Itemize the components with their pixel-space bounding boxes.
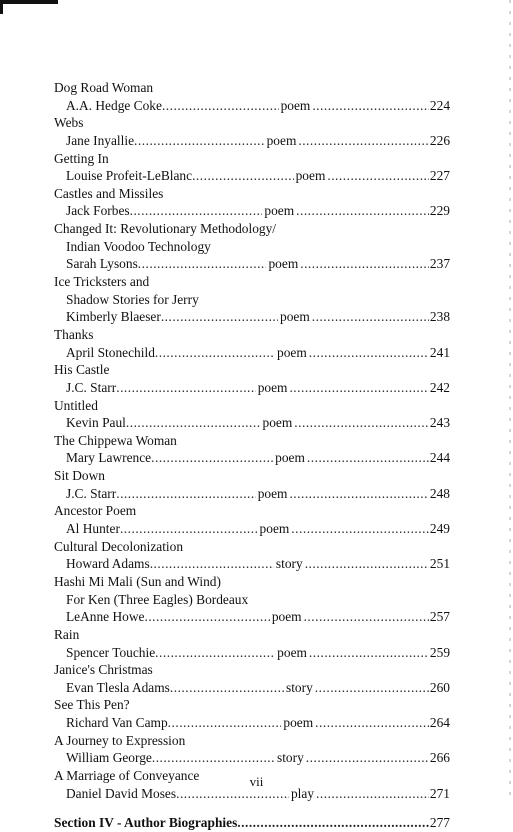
entry-genre: poem xyxy=(271,609,302,625)
entry-author-line xyxy=(54,449,450,467)
entry-title: Changed It: Revolutionary Methodology/ xyxy=(54,221,277,237)
entry-title: Ice Tricksters and xyxy=(54,274,150,290)
entry-author: LeAnne Howe xyxy=(66,609,145,625)
entry-genre: story xyxy=(286,679,313,695)
entry-title: Hashi Mi Mali (Sun and Wind) xyxy=(54,573,221,589)
entry-title-line xyxy=(54,291,450,309)
entry-page-number: 243 xyxy=(429,415,451,431)
entry-title: Webs xyxy=(54,115,84,131)
corner-crop-mark-vertical xyxy=(0,0,3,14)
entry-author: Mary Lawrence xyxy=(66,450,152,466)
entry-title-line xyxy=(54,220,450,238)
entry-title-line xyxy=(54,185,450,203)
entry-author-line xyxy=(54,97,450,115)
toc-entry xyxy=(54,538,450,573)
entry-author: Al Hunter xyxy=(66,521,120,537)
entry-author: A.A. Hedge Coke xyxy=(66,97,162,113)
toc-entry xyxy=(54,185,450,220)
toc-entry xyxy=(54,326,450,361)
dot-leader xyxy=(120,520,258,538)
entry-author: J.C. Starr xyxy=(66,485,117,501)
entry-page-number: 229 xyxy=(429,203,450,219)
entry-author: Louise Profeit-LeBlanc xyxy=(66,168,193,184)
entry-author-line xyxy=(54,202,450,220)
page-number: vii xyxy=(249,774,264,789)
dot-leader xyxy=(155,644,275,662)
entry-genre: poem xyxy=(280,309,310,325)
entry-title-line xyxy=(54,397,450,415)
dot-leader xyxy=(161,308,278,326)
entry-author-line xyxy=(54,520,450,538)
toc-entry xyxy=(54,273,450,326)
entry-author: Jane Inyallie xyxy=(66,132,135,148)
entry-title-line xyxy=(54,467,450,485)
entry-genre: story xyxy=(275,556,303,572)
dot-leader xyxy=(315,714,429,732)
entry-title: Thanks xyxy=(54,326,94,342)
entry-title: Sit Down xyxy=(54,468,105,484)
entry-author-line xyxy=(54,714,450,732)
entry-author-line xyxy=(54,749,450,767)
dot-leader xyxy=(144,608,269,626)
entry-title: Janice's Christmas xyxy=(54,662,153,678)
dot-leader xyxy=(130,202,263,220)
dot-leader xyxy=(152,749,275,767)
entry-author-line xyxy=(54,485,450,503)
toc-entry xyxy=(54,150,450,185)
entry-title-line xyxy=(54,732,450,750)
dot-leader xyxy=(309,644,429,662)
entry-title: For Ken (Three Eagles) Bordeaux xyxy=(66,591,249,607)
toc-entry xyxy=(54,220,450,273)
entry-author: Howard Adams xyxy=(66,556,150,572)
toc-entry xyxy=(54,661,450,696)
entry-title-line xyxy=(54,114,450,132)
entry-title: Getting In xyxy=(54,150,109,166)
toc-entry xyxy=(54,696,450,731)
dot-leader xyxy=(300,255,429,273)
entry-genre: poem xyxy=(257,485,288,501)
entry-author: April Stonechild xyxy=(66,344,155,360)
toc-entry xyxy=(54,79,450,114)
dot-leader xyxy=(138,255,267,273)
dot-leader xyxy=(312,308,429,326)
entry-title-line xyxy=(54,273,450,291)
toc-entry xyxy=(54,732,450,767)
toc-entry xyxy=(54,573,450,626)
entry-page-number: 251 xyxy=(429,556,451,572)
entry-title-line xyxy=(54,238,450,256)
entry-genre: poem xyxy=(277,644,307,660)
entry-author: Richard Van Camp xyxy=(66,715,168,731)
dot-leader xyxy=(296,202,429,220)
toc-entry xyxy=(54,467,450,502)
section-page-number: 277 xyxy=(429,815,450,831)
entry-author: Kevin Paul xyxy=(66,415,126,431)
entry-author-line xyxy=(54,679,450,697)
entry-page-number: 257 xyxy=(429,609,450,625)
dot-leader xyxy=(170,679,284,697)
entry-genre: story xyxy=(276,750,304,766)
entry-genre: poem xyxy=(268,256,299,272)
entry-title-line xyxy=(54,79,450,97)
entry-title-line xyxy=(54,361,450,379)
entry-title: The Chippewa Woman xyxy=(54,432,177,448)
dot-leader xyxy=(305,555,429,573)
entry-genre: play xyxy=(290,785,315,801)
dot-leader xyxy=(162,97,279,115)
entry-page-number: 238 xyxy=(429,309,451,325)
entry-author-line xyxy=(54,255,450,273)
entry-page-number: 266 xyxy=(429,750,450,766)
entry-title-line xyxy=(54,591,450,609)
corner-crop-mark xyxy=(0,0,58,4)
entry-page-number: 237 xyxy=(429,256,451,272)
entry-genre: poem xyxy=(280,97,311,113)
entry-page-number: 260 xyxy=(429,679,450,695)
entry-title: A Marriage of Conveyance xyxy=(54,767,200,783)
entry-page-number: 249 xyxy=(429,521,450,537)
dot-leader xyxy=(237,814,429,832)
entry-author: Sarah Lysons xyxy=(66,256,138,272)
entry-genre: poem xyxy=(295,168,326,184)
entry-title-line xyxy=(54,626,450,644)
toc-entry xyxy=(54,502,450,537)
entry-genre: poem xyxy=(275,450,305,466)
entry-page-number: 244 xyxy=(429,450,451,466)
entry-title: His Castle xyxy=(54,362,110,378)
section-heading-row xyxy=(54,814,450,832)
dot-leader xyxy=(151,449,273,467)
entry-title-line xyxy=(54,538,450,556)
entry-author-line xyxy=(54,344,450,362)
entry-genre: poem xyxy=(266,132,297,148)
dot-leader xyxy=(304,608,429,626)
entry-genre: poem xyxy=(264,203,295,219)
dot-leader xyxy=(168,714,282,732)
entry-title: Dog Road Woman xyxy=(54,80,154,95)
entry-author-line xyxy=(54,608,450,626)
dot-leader xyxy=(315,679,429,697)
entry-page-number: 264 xyxy=(429,715,450,731)
entry-title-line xyxy=(54,696,450,714)
entry-page-number: 241 xyxy=(429,344,451,360)
dot-leader xyxy=(291,520,429,538)
entry-author: Jack Forbes xyxy=(66,203,130,219)
entry-title: Castles and Missiles xyxy=(54,185,164,201)
dot-leader xyxy=(298,132,429,150)
dot-leader xyxy=(307,449,429,467)
table-of-contents xyxy=(54,79,450,832)
entry-author: J.C. Starr xyxy=(66,379,117,395)
entry-page-number: 259 xyxy=(429,644,451,660)
entry-page-number: 224 xyxy=(429,97,451,113)
dot-leader xyxy=(126,414,261,432)
entry-title-line xyxy=(54,432,450,450)
entry-page-number: 226 xyxy=(429,132,451,148)
dot-leader xyxy=(312,97,429,115)
entry-genre: poem xyxy=(259,521,290,537)
entry-title-line xyxy=(54,573,450,591)
toc-entry xyxy=(54,114,450,149)
entry-title: Indian Voodoo Technology xyxy=(66,238,211,254)
toc-entry xyxy=(54,432,450,467)
entry-author-line xyxy=(54,167,450,185)
entry-genre: poem xyxy=(283,715,314,731)
entry-title: Ancestor Poem xyxy=(54,503,137,519)
entry-page-number: 271 xyxy=(429,785,450,801)
entry-title: Shadow Stories for Jerry xyxy=(66,291,199,307)
dot-leader xyxy=(116,485,255,503)
entry-title-line xyxy=(54,150,450,168)
toc-entry xyxy=(54,361,450,396)
entry-title-line xyxy=(54,502,450,520)
entry-title: Rain xyxy=(54,626,80,642)
entry-author-line xyxy=(54,308,450,326)
entry-author: Spencer Touchie xyxy=(66,644,156,660)
entry-page-number: 248 xyxy=(429,485,450,501)
dot-leader xyxy=(155,344,275,362)
dot-leader xyxy=(150,555,274,573)
dot-leader xyxy=(289,379,428,397)
dot-leader xyxy=(289,485,428,503)
entry-title: See This Pen? xyxy=(54,697,130,713)
entry-author-line xyxy=(54,555,450,573)
entry-author-line xyxy=(54,644,450,662)
entry-title: A Journey to Expression xyxy=(54,732,186,748)
entry-author: Kimberly Blaeser xyxy=(66,309,161,325)
entry-title-line xyxy=(54,661,450,679)
entry-author-line xyxy=(54,132,450,150)
entry-title-line xyxy=(54,326,450,344)
dot-leader xyxy=(294,414,429,432)
entry-author: Evan Tlesla Adams xyxy=(66,679,170,695)
entry-genre: poem xyxy=(257,379,288,395)
dot-leader xyxy=(192,167,294,185)
entry-author: Daniel David Moses xyxy=(66,785,177,801)
entry-page-number: 227 xyxy=(429,168,450,184)
scan-edge-artifact xyxy=(509,0,511,800)
entry-author-line xyxy=(54,414,450,432)
dot-leader xyxy=(327,167,429,185)
entry-genre: poem xyxy=(277,344,307,360)
toc-entry xyxy=(54,626,450,661)
toc-entry xyxy=(54,397,450,432)
entry-genre: poem xyxy=(262,415,293,431)
entry-page-number: 242 xyxy=(429,379,450,395)
dot-leader xyxy=(116,379,255,397)
dot-leader xyxy=(309,344,429,362)
entry-author-line xyxy=(54,379,450,397)
entry-title: Untitled xyxy=(54,397,98,413)
entry-title: Cultural Decolonization xyxy=(54,538,184,554)
entry-author: William George xyxy=(66,750,152,766)
section-heading: Section IV - Author Biographies xyxy=(54,815,238,831)
dot-leader xyxy=(306,749,429,767)
dot-leader xyxy=(134,132,265,150)
